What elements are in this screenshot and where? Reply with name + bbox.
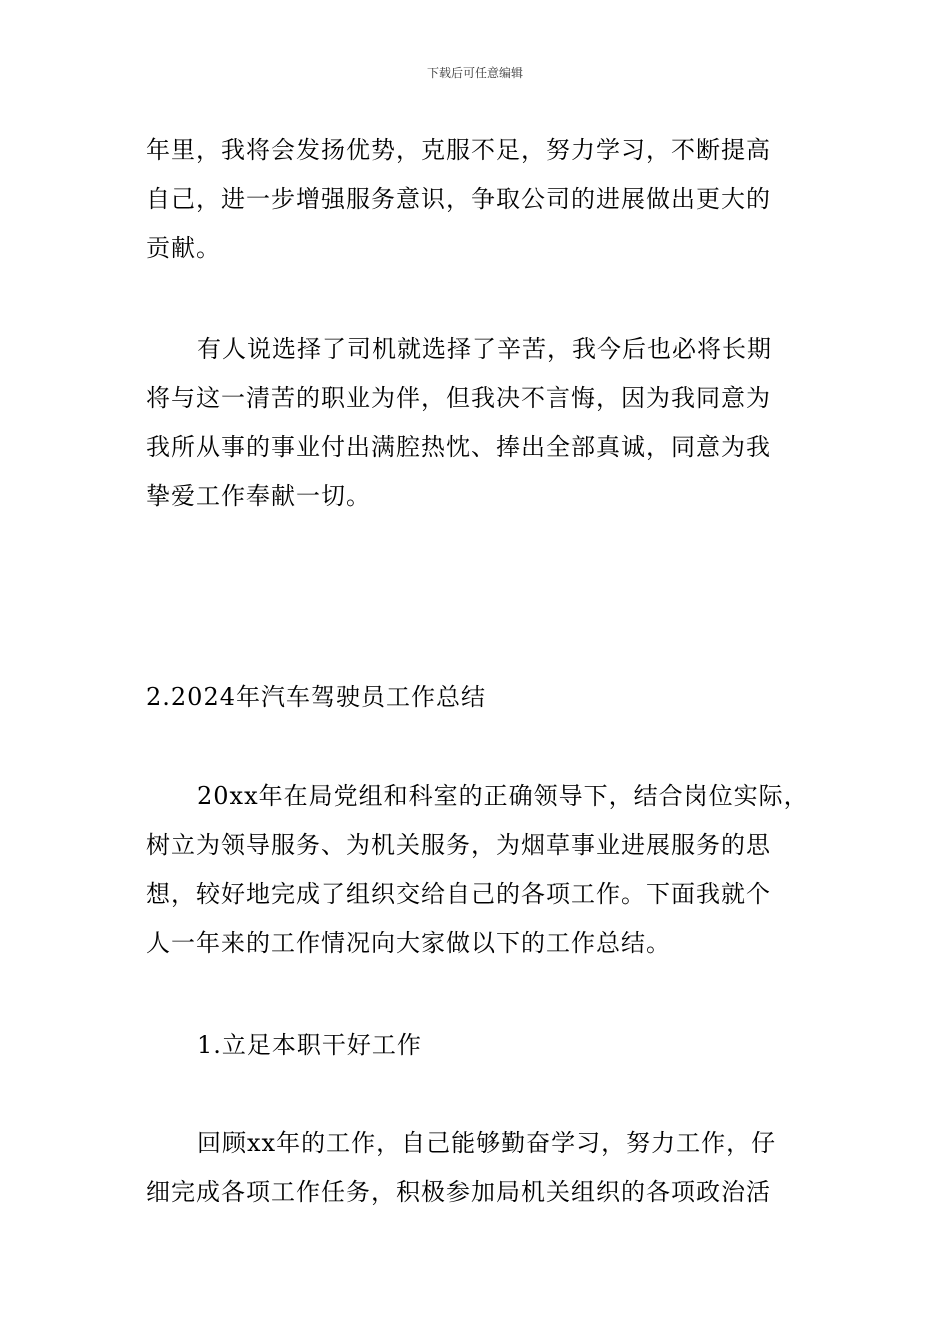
paragraph-intro: [146, 772, 816, 968]
paragraph-driver-dedication: [146, 325, 816, 521]
page-header: 下载后可任意编辑: [426, 66, 523, 80]
text-line: 贡献。: [146, 234, 221, 262]
text-line: 树立为领导服务、为机关服务，为烟草事业进展服务的思: [146, 831, 771, 859]
text-line: 年里，我将会发扬优势，克服不足，努力学习，不断提高: [146, 136, 771, 164]
text-line: 我所从事的事业付出满腔热忱、捧出全部真诚，同意为我: [146, 433, 771, 461]
subsection-heading: [146, 1021, 816, 1070]
section-heading: [146, 673, 816, 722]
text-line: 20xx年在局党组和科室的正确领导下，结合岗位实际，: [197, 782, 809, 810]
text-line: 有人说选择了司机就选择了辛苦，我今后也必将长期: [197, 335, 772, 363]
heading-text: 1.立足本职干好工作: [197, 1031, 422, 1059]
paragraph-review: [146, 1119, 816, 1217]
text-line: 自己，进一步增强服务意识，争取公司的进展做出更大的: [146, 185, 771, 213]
text-line: 人一年来的工作情况向大家做以下的工作总结。: [146, 929, 671, 957]
heading-text: 2.2024年汽车驾驶员工作总结: [146, 683, 486, 711]
text-line: 细完成各项工作任务，积极参加局机关组织的各项政治活: [146, 1178, 771, 1206]
paragraph-closing-commitment: [146, 126, 816, 273]
text-line: 想，较好地完成了组织交给自己的各项工作。下面我就个: [146, 880, 771, 908]
text-line: 回顾xx年的工作，自己能够勤奋学习，努力工作，仔: [197, 1129, 777, 1157]
text-line: 将与这一清苦的职业为伴，但我决不言悔，因为我同意为: [146, 384, 771, 412]
text-line: 挚爱工作奉献一切。: [146, 482, 371, 510]
